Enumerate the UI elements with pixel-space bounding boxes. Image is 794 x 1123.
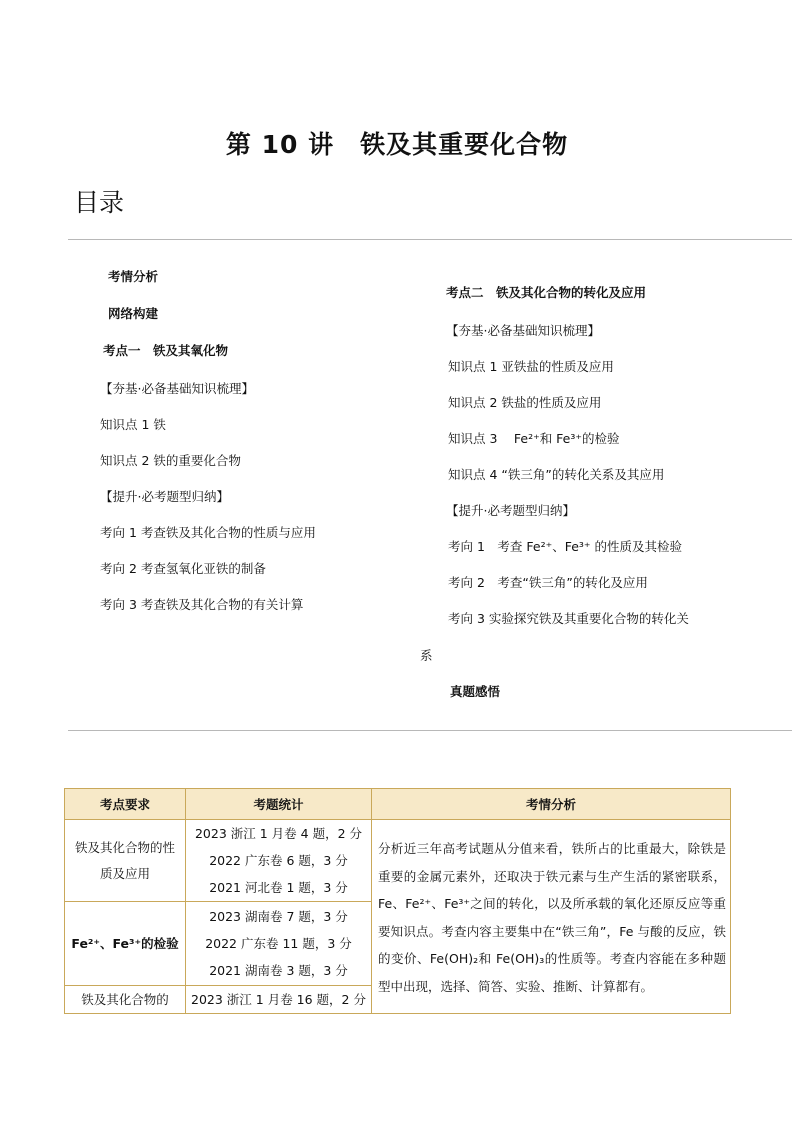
toc-item-improve2[interactable]: 【提升·必考题型归纳】 — [446, 503, 575, 518]
table-header-row — [65, 789, 731, 820]
analysis-cell: 分析近三年高考试题从分值来看，铁所占的比重最大，除铁是重要的金属元素外，还取决于铁元素与生产生活的紧密联系，Fe、Fe²⁺、Fe³⁺之间的转化，以及所承载的氧化还原反应等重要知识点。考查内容主要集中在“铁三角”，Fe 与酸的反应，铁的变价、Fe(OH)₂和 Fe(OH)₃的性质等。考查内容能在多种题型中出现，选择、简答、实验、推断、计算都有。 — [372, 820, 731, 1014]
toc-item-topic2[interactable]: 考点二 铁及其化合物的转化及应用 — [446, 285, 647, 300]
toc-item-network[interactable]: 网络构建 — [108, 306, 159, 321]
toc-item-dir3[interactable]: 考向 3 考查铁及其化合物的有关计算 — [100, 597, 304, 612]
toc-item-kp2-3[interactable]: 知识点 3 Fe²⁺和 Fe³⁺的检验 — [448, 431, 620, 446]
toc-item-dir2[interactable]: 考向 2 考查氢氧化亚铁的制备 — [100, 561, 266, 576]
stat-line: 2021 湖南卷 3 题，3 分 — [209, 963, 348, 978]
stat-line: 2021 河北卷 1 题，3 分 — [209, 880, 348, 895]
toc-item-dir2-2[interactable]: 考向 2 考查“铁三角”的转化及应用 — [448, 575, 648, 590]
requirement-cell: 铁及其化合物的性质及应用 — [65, 820, 186, 902]
toc-item-dir1[interactable]: 考向 1 考查铁及其化合物的性质与应用 — [100, 525, 316, 540]
stat-line: 2022 广东卷 6 题，3 分 — [209, 853, 348, 868]
toc-bottom-rule — [68, 730, 792, 731]
header-analysis: 考情分析 — [372, 789, 731, 820]
header-stats: 考题统计 — [186, 789, 372, 820]
page-title: 第 10 讲 铁及其重要化合物 — [225, 130, 569, 159]
toc-heading: 目录 — [74, 188, 125, 217]
toc-item-kp2-2[interactable]: 知识点 2 铁盐的性质及应用 — [448, 395, 602, 410]
requirement-cell: Fe²⁺、Fe³⁺的检验 — [65, 902, 186, 986]
toc-item-dir2-1[interactable]: 考向 1 考查 Fe²⁺、Fe³⁺ 的性质及其检验 — [448, 539, 682, 554]
toc-item-kp2-1[interactable]: 知识点 1 亚铁盐的性质及应用 — [448, 359, 614, 374]
toc-item-improve1[interactable]: 【提升·必考题型归纳】 — [100, 489, 229, 504]
toc-item-kp2-4[interactable]: 知识点 4 “铁三角”的转化关系及其应用 — [448, 467, 665, 482]
toc-item-basics2[interactable]: 【夯基·必备基础知识梳理】 — [446, 323, 600, 338]
stat-line: 2023 浙江 1 月卷 16 题，2 分 — [191, 992, 366, 1007]
stat-line: 2023 浙江 1 月卷 4 题，2 分 — [194, 826, 362, 841]
stats-cell — [186, 986, 372, 1014]
header-requirement: 考点要求 — [65, 789, 186, 820]
stat-line: 2022 广东卷 11 题，3 分 — [205, 936, 352, 951]
stats-cell — [186, 820, 372, 902]
toc-item-dir2-3[interactable]: 考向 3 实验探究铁及其重要化合物的转化关 — [448, 611, 689, 626]
toc-item-kp2[interactable]: 知识点 2 铁的重要化合物 — [100, 453, 241, 468]
toc-item-kp1[interactable]: 知识点 1 铁 — [100, 417, 166, 432]
toc-top-rule — [68, 239, 792, 240]
stats-cell — [186, 902, 372, 986]
stat-line: 2023 湖南卷 7 题，3 分 — [209, 909, 348, 924]
toc-item-dir2-3-cont[interactable]: 系 — [420, 648, 433, 663]
requirement-cell: 铁及其化合物的 — [65, 986, 186, 1014]
exam-stats-table — [64, 788, 731, 1014]
toc-item-basics1[interactable]: 【夯基·必备基础知识梳理】 — [100, 381, 254, 396]
toc-item-analysis[interactable]: 考情分析 — [108, 269, 159, 284]
table-row — [65, 820, 731, 902]
toc-item-real-exam[interactable]: 真题感悟 — [450, 684, 501, 699]
toc-item-topic1[interactable]: 考点一 铁及其氧化物 — [103, 343, 229, 358]
